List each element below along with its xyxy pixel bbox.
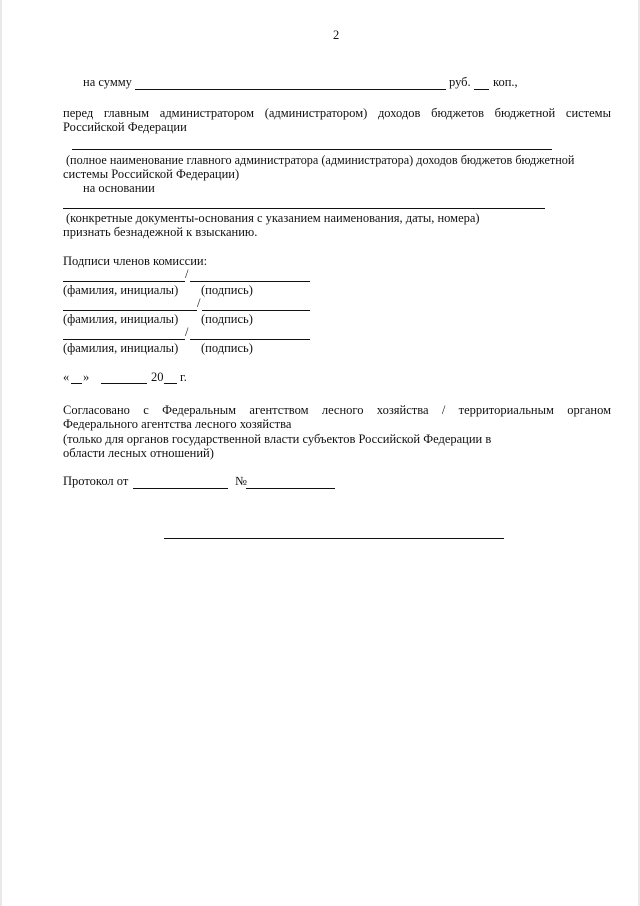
signature-name-hint: (фамилия, инициалы): [63, 283, 179, 297]
approval-line-1: Согласовано с Федеральным агентством лесного хозяйства / территориальным органом: [63, 403, 611, 417]
signature-sign-hint: (подпись): [201, 341, 253, 355]
administrator-name-field: [72, 149, 552, 150]
date-day-field: [71, 383, 82, 384]
page-number: 2: [333, 28, 340, 42]
administrator-line-1: перед главным администратором (администратором) доходов бюджетов бюджетной системы: [63, 106, 611, 120]
signature-name-field: [63, 281, 185, 282]
protocol-date-field: [133, 488, 228, 489]
signature-sign-field: [190, 339, 310, 340]
basis-documents-field: [63, 208, 545, 209]
date-year-field: [164, 383, 177, 384]
approval-line-3: (только для органов государственной власти субъектов Российской Федерации в: [63, 432, 492, 446]
signatures-title: Подписи членов комиссии:: [63, 254, 208, 268]
date-year-suffix: г.: [180, 370, 187, 384]
signature-separator: /: [197, 296, 201, 310]
signature-name-field: [63, 310, 197, 311]
protocol-label: Протокол от: [63, 474, 129, 488]
amount-kop-field: [474, 89, 489, 90]
protocol-number-field: [246, 488, 335, 489]
signature-sign-field: [202, 310, 310, 311]
signature-separator: /: [185, 325, 189, 339]
basis-hint: (конкретные документы-основания с указанием наименования, даты, номера): [66, 211, 480, 225]
signature-name-hint: (фамилия, инициалы): [63, 341, 179, 355]
approval-line-4: области лесных отношений): [63, 446, 214, 460]
signature-sign-hint: (подпись): [201, 312, 253, 326]
date-open-quote: «: [63, 370, 70, 384]
administrator-hint-line-1: (полное наименование главного администратора (администратора) доходов бюджетов бюджетной: [66, 153, 575, 167]
amount-sum-field: [135, 89, 446, 90]
date-close-quote: »: [83, 370, 90, 384]
signature-name-hint: (фамилия, инициалы): [63, 312, 179, 326]
administrator-hint-line-2: системы Российской Федерации): [63, 167, 240, 181]
administrator-line-2: Российской Федерации: [63, 120, 187, 134]
amount-rub-label: руб.: [449, 75, 471, 89]
signature-sign-hint: (подпись): [201, 283, 253, 297]
basis-label: на основании: [83, 181, 155, 195]
signature-separator: /: [185, 267, 189, 281]
date-year-prefix: 20: [151, 370, 164, 384]
protocol-number-sign: №: [235, 474, 247, 488]
amount-label: на сумму: [83, 75, 132, 89]
scan-edge-left: [0, 0, 2, 906]
closing-rule: [164, 538, 504, 539]
basis-decision: признать безнадежной к взысканию.: [63, 225, 258, 239]
approval-line-2: Федерального агентства лесного хозяйства: [63, 417, 292, 431]
signature-name-field: [63, 339, 185, 340]
amount-kop-label: коп.,: [493, 75, 518, 89]
date-month-field: [101, 383, 147, 384]
signature-sign-field: [190, 281, 310, 282]
